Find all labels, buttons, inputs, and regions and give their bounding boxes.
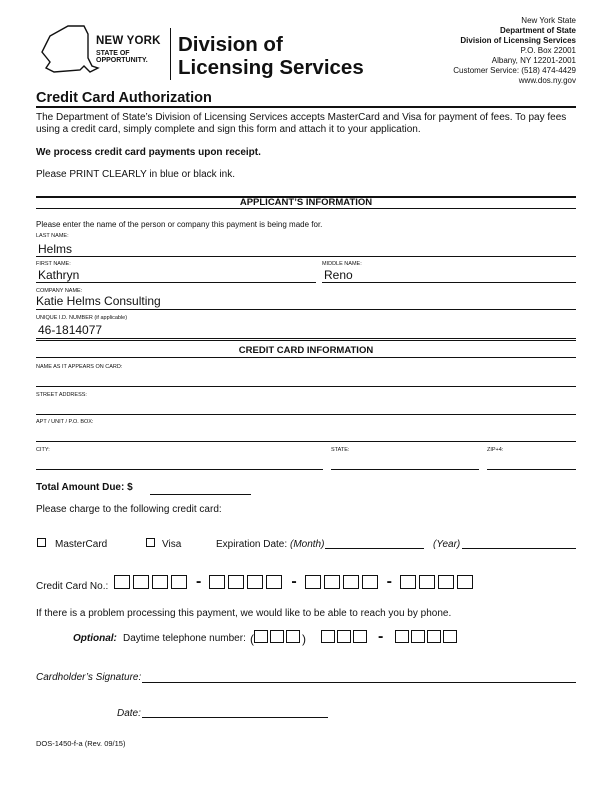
card-number-field[interactable] bbox=[114, 575, 476, 594]
digit-box[interactable] bbox=[427, 630, 441, 643]
card-number-dash: - bbox=[291, 573, 297, 590]
digit-box[interactable] bbox=[270, 630, 284, 643]
logo-line-1: NEW YORK bbox=[96, 35, 161, 47]
digit-box[interactable] bbox=[343, 575, 359, 589]
expiration-month-field[interactable] bbox=[325, 548, 424, 549]
last-name-rule bbox=[36, 256, 576, 257]
logo-line-2: STATE OF bbox=[96, 49, 130, 57]
cardholder-name-field[interactable] bbox=[36, 386, 576, 387]
street-address-field[interactable] bbox=[36, 414, 576, 415]
card-number-group-2[interactable] bbox=[209, 576, 285, 593]
form-number: DOS-1450-f-a (Rev. 09/15) bbox=[36, 739, 126, 748]
agency-address-block bbox=[453, 16, 576, 86]
division-title bbox=[178, 33, 364, 79]
division-title-line-1: Division of bbox=[178, 33, 283, 56]
print-note: Please PRINT CLEARLY in blue or black ink. bbox=[36, 169, 235, 180]
digit-box[interactable] bbox=[443, 630, 457, 643]
mastercard-checkbox[interactable] bbox=[37, 538, 46, 547]
digit-box[interactable] bbox=[337, 630, 351, 643]
digit-box[interactable] bbox=[286, 630, 300, 643]
visa-checkbox[interactable] bbox=[146, 538, 155, 547]
digit-box[interactable] bbox=[171, 575, 187, 589]
first-name-field[interactable]: Kathryn bbox=[38, 268, 80, 282]
phone-label: Daytime telephone number: bbox=[123, 633, 246, 644]
title-divider bbox=[36, 106, 576, 108]
digit-box[interactable] bbox=[228, 575, 244, 589]
date-label: Date: bbox=[117, 708, 141, 719]
intro-paragraph: The Department of State’s Division of Licensing Services accepts MasterCard and Visa for payment of fees. To pay fees using a credit card, simply complete and sign this form and attach it to your application. bbox=[36, 112, 567, 135]
street-address-label: STREET ADDRESS: bbox=[36, 392, 87, 398]
agency-address-line: New York State bbox=[521, 16, 576, 25]
expiration-date-label: Expiration Date: bbox=[216, 539, 288, 550]
last-name-label: LAST NAME: bbox=[36, 233, 69, 239]
state-field[interactable] bbox=[331, 469, 479, 470]
first-name-label: FIRST NAME: bbox=[36, 261, 71, 267]
receipt-note: We process credit card payments upon receipt. bbox=[36, 147, 261, 158]
digit-box[interactable] bbox=[400, 575, 416, 589]
date-field[interactable] bbox=[142, 717, 328, 718]
phone-instruction: If there is a problem processing this payment, we would like to be able to reach you by phone. bbox=[36, 608, 452, 619]
agency-address-line: www.dos.ny.gov bbox=[518, 76, 576, 85]
digit-box[interactable] bbox=[114, 575, 130, 589]
digit-box[interactable] bbox=[353, 630, 367, 643]
applicant-section-header: APPLICANT’S INFORMATION bbox=[36, 196, 576, 209]
card-number-dash: - bbox=[196, 573, 202, 590]
digit-box[interactable] bbox=[419, 575, 435, 589]
card-section-bottom-rule bbox=[36, 357, 576, 358]
expiration-year-field[interactable] bbox=[462, 548, 576, 549]
agency-address-line: Customer Service: (518) 474-4429 bbox=[453, 66, 576, 75]
digit-box[interactable] bbox=[152, 575, 168, 589]
company-name-rule bbox=[36, 309, 576, 310]
card-number-label: Credit Card No.: bbox=[36, 581, 109, 592]
digit-box[interactable] bbox=[438, 575, 454, 589]
agency-address-line: Department of State bbox=[499, 26, 576, 35]
form-title: Credit Card Authorization bbox=[36, 90, 212, 106]
card-section-header: CREDIT CARD INFORMATION bbox=[238, 345, 374, 356]
digit-box[interactable] bbox=[321, 630, 335, 643]
signature-field[interactable] bbox=[142, 682, 576, 683]
digit-box[interactable] bbox=[209, 575, 225, 589]
agency-address-line: Division of Licensing Services bbox=[460, 36, 576, 45]
unique-id-label: UNIQUE I.D. NUMBER (if applicable) bbox=[36, 315, 128, 321]
digit-box[interactable] bbox=[395, 630, 409, 643]
middle-name-field[interactable]: Reno bbox=[324, 268, 353, 282]
mastercard-label: MasterCard bbox=[55, 539, 108, 550]
optional-label: Optional: bbox=[73, 633, 117, 644]
signature-label: Cardholder’s Signature: bbox=[36, 672, 142, 683]
phone-field[interactable] bbox=[250, 630, 459, 646]
company-name-field[interactable]: Katie Helms Consulting bbox=[36, 294, 161, 308]
phone-paren-open: ( bbox=[250, 632, 254, 646]
state-label: STATE: bbox=[331, 447, 350, 453]
digit-box[interactable] bbox=[411, 630, 425, 643]
card-number-dash: - bbox=[386, 573, 392, 590]
zip-field[interactable] bbox=[487, 469, 576, 470]
unique-id-field[interactable]: 46-1814077 bbox=[38, 323, 103, 337]
digit-box[interactable] bbox=[247, 575, 263, 589]
digit-box[interactable] bbox=[457, 575, 473, 589]
city-field[interactable] bbox=[36, 469, 323, 470]
card-section-top-rule bbox=[36, 338, 576, 341]
card-number-group-4[interactable] bbox=[400, 576, 476, 593]
card-number-group-1[interactable] bbox=[114, 576, 190, 593]
apt-unit-field[interactable] bbox=[36, 441, 576, 442]
phone-dash: - bbox=[378, 628, 384, 645]
zip-label: ZIP+4: bbox=[487, 447, 504, 453]
digit-box[interactable] bbox=[362, 575, 378, 589]
last-name-field[interactable]: Helms bbox=[38, 242, 73, 256]
digit-box[interactable] bbox=[133, 575, 149, 589]
cardholder-name-label: NAME AS IT APPEARS ON CARD: bbox=[36, 364, 123, 370]
digit-box[interactable] bbox=[324, 575, 340, 589]
total-amount-field[interactable] bbox=[150, 494, 251, 495]
digit-box[interactable] bbox=[305, 575, 321, 589]
phone-paren-close: ) bbox=[302, 632, 306, 646]
expiration-year-label: (Year) bbox=[433, 539, 461, 550]
middle-name-rule bbox=[322, 282, 576, 283]
middle-name-label: MIDDLE NAME: bbox=[322, 261, 362, 267]
expiration-month-label: (Month) bbox=[290, 539, 325, 550]
logo-divider bbox=[170, 28, 171, 80]
apt-unit-label: APT / UNIT / P.O. BOX: bbox=[36, 419, 94, 425]
visa-label: Visa bbox=[162, 539, 182, 550]
agency-address-line: P.O. Box 22001 bbox=[520, 46, 576, 55]
charge-instruction: Please charge to the following credit card: bbox=[36, 504, 222, 515]
applicant-instruction: Please enter the name of the person or company this payment is being made for. bbox=[36, 220, 323, 229]
company-name-label: COMPANY NAME: bbox=[36, 288, 83, 294]
card-number-group-3[interactable] bbox=[305, 576, 381, 593]
total-amount-label: Total Amount Due: $ bbox=[36, 482, 133, 493]
digit-box[interactable] bbox=[254, 630, 268, 643]
agency-address-line: Albany, NY 12201-2001 bbox=[491, 56, 576, 65]
division-title-line-2: Licensing Services bbox=[178, 56, 364, 80]
logo-line-3: OPPORTUNITY. bbox=[96, 56, 148, 64]
state-logo-text bbox=[96, 36, 161, 64]
new-york-state-map-icon bbox=[40, 22, 100, 80]
city-label: CITY: bbox=[36, 447, 50, 453]
digit-box[interactable] bbox=[266, 575, 282, 589]
first-name-rule bbox=[36, 282, 316, 283]
